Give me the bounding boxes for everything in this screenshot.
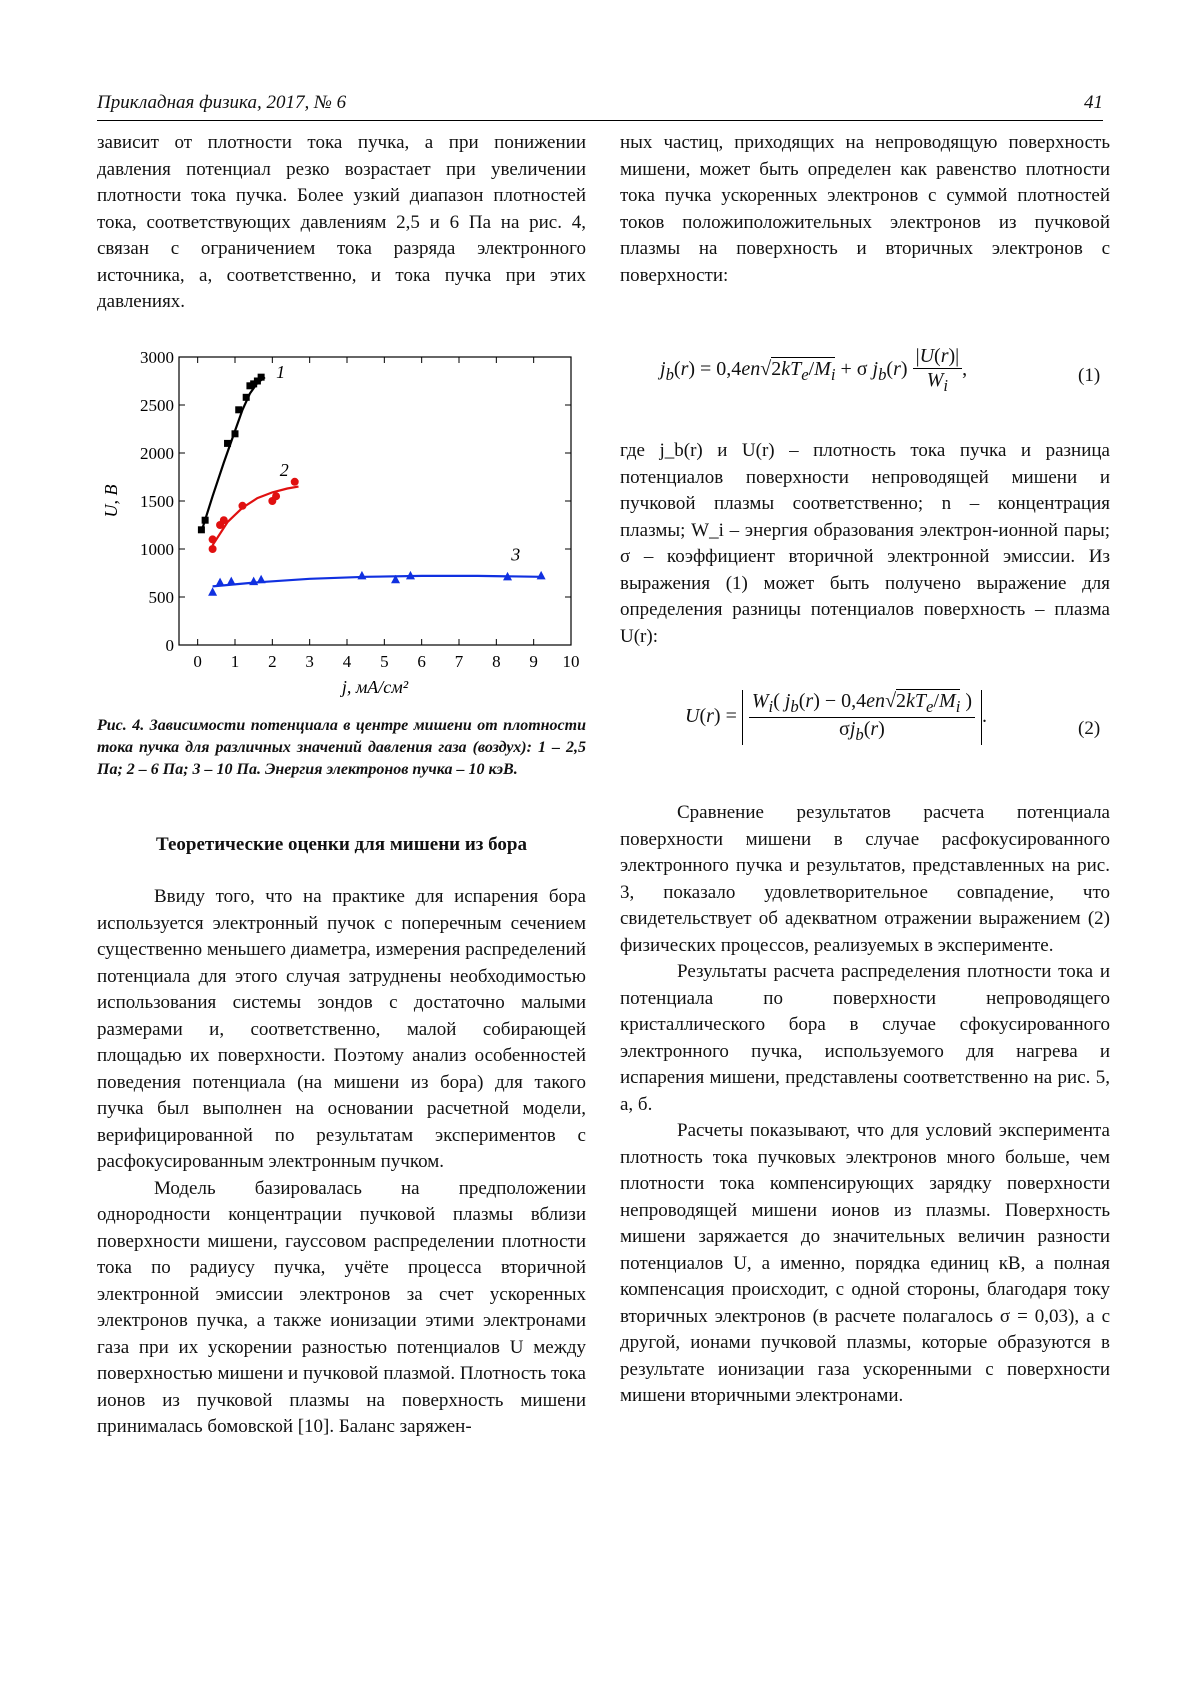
data-point-series-3 bbox=[537, 571, 546, 580]
x-tick-label: 6 bbox=[417, 652, 426, 671]
y-tick-label: 2000 bbox=[140, 444, 174, 463]
left-body bbox=[97, 884, 586, 1441]
right-top-text bbox=[620, 130, 1110, 289]
x-axis-label: j, мА/см² bbox=[341, 677, 409, 697]
data-point-series-1 bbox=[198, 526, 205, 533]
x-tick-label: 3 bbox=[305, 652, 314, 671]
series-label-3: 3 bbox=[511, 544, 521, 565]
data-point-series-3 bbox=[227, 577, 236, 586]
equation-1-number: (1) bbox=[1078, 365, 1101, 386]
definitions-text bbox=[620, 438, 1110, 650]
data-point-series-2 bbox=[272, 492, 280, 500]
x-tick-label: 7 bbox=[454, 652, 464, 671]
page-header bbox=[97, 92, 1103, 121]
x-tick-label: 4 bbox=[342, 652, 352, 671]
data-point-series-2 bbox=[220, 516, 228, 524]
y-tick-label: 1500 bbox=[140, 492, 174, 511]
y-tick-label: 1000 bbox=[140, 540, 174, 559]
paragraph: Расчеты показывают, что для условий эксперимента плотность тока пучковых электронов много больше, чем плотности тока компенсирующих зарядку поверхности непроводящей мишени ионов из плазмы. Поверхность мишени заряжается до значительных величин разности потенциалов U, а именно, порядка единиц кВ, а полная компенсация происходит, с одной стороны, благодаря току вторичных электронов (в расчете полагалось σ = 0,03), а с другой, ионами пучковой плазмы, которые образуются в результате ионизации газа ускоренными с поверхности мишени вторичными электронами. bbox=[620, 1120, 1110, 1406]
data-point-series-1 bbox=[232, 430, 239, 437]
equation-1: $j_b(r) = 0,4en√2kT_e/M_i + \sigma$ $j_b(r)$ $\frac{|U(r)|}{W_i}$ , bbox=[660, 345, 968, 395]
page-number: 41 bbox=[1084, 92, 1103, 113]
equation-2: U(r) = $\frac{W_i( j_b(r) - 0,4en√2kT_e/M_i )}{\sigma j_b(r)}$ . bbox=[685, 690, 987, 744]
paragraph: Модель базировалась на предположении однородности концентрации пучковой плазмы вблизи поверхности мишени, гауссовом распределении плотности тока по радиусу пучка, учёте процесса вторичной электронной эмиссии электронов за счет ускоренных электронов пучка, а также ионизации этими электронами газа при их ускорении разностью потенциалов U между поверхностью мишени и пучковой плазмой. Плотность тока ионов из пучковой плазмы на поверхность мишени принималась бомовской [10]. Баланс заряжен- bbox=[97, 1177, 586, 1437]
data-point-series-2 bbox=[291, 478, 299, 486]
paragraph: Результаты расчета распределения плотности тока и потенциала по поверхности непроводящего кристаллического бора в случае сфокусированного электронного пучка, используемого для нагрева и испарения мишени, представлены соответственно на рис. 5, а, б. bbox=[620, 961, 1110, 1115]
data-point-series-3 bbox=[208, 587, 217, 596]
data-point-series-2 bbox=[209, 545, 217, 553]
data-point-series-2 bbox=[209, 535, 217, 543]
paragraph: где j_b(r) и U(r) – плотность тока пучка и разница потенциалов поверхности непроводящей мишени и пучковой плазмы соответственно; n – концентрация плазмы; W_i – энергия образования электрон-ионной пары; σ – коэффициент вторичной электронной эмиссии. Из выражения (1) может быть получено выражение для определения разницы потенциалов поверхность – плазма U(r): bbox=[620, 440, 1110, 647]
fit-curve-1 bbox=[201, 377, 265, 532]
x-tick-label: 5 bbox=[380, 652, 389, 671]
y-axis-label: U, В bbox=[101, 484, 121, 518]
left-top-text bbox=[97, 130, 586, 316]
equation-2-number: (2) bbox=[1078, 718, 1101, 739]
figure-4-chart bbox=[97, 345, 586, 700]
y-tick-label: 3000 bbox=[140, 348, 174, 367]
fit-curve-2 bbox=[213, 487, 299, 546]
paragraph: зависит от плотности тока пучка, а при понижении давления потенциал резко возрастает при увеличении плотности тока пучка. Более узкий диапазон плотностей тока, соответствующих давлениям 2,5 и 6 Па на рис. 4, связан с ограничением тока разряда электронного источника, а, соответственно, и тока пучка при этих давлениях. bbox=[97, 132, 586, 312]
figure-caption: Рис. 4. Зависимости потенциала в центре мишени от плотности тока пучка для различных значений давления газа (воздух): 1 – 2,5 Па; 2 – 6 Па; 3 – 10 Па. Энергия электронов пучка – 10 кэВ. bbox=[97, 717, 586, 778]
y-tick-label: 500 bbox=[148, 588, 174, 607]
journal-title: Прикладная физика, 2017, № 6 bbox=[97, 92, 347, 113]
paragraph: Ввиду того, что на практике для испарения бора используется электронный пучок с поперечным сечением существенно меньшего диаметра, измерения распределений потенциала для этого случая затруднены необходимостью использования системы зондов с достаточно малыми размерами и, соответственно, малой собирающей площадью их поверхности. Поэтому анализ особенностей поведения потенциала (на мишени из бора) для такого пучка был выполнен на основании расчетной модели, верифицированной по результатам экспериментов с расфокусированным электронным пучком. bbox=[97, 886, 586, 1172]
data-point-series-1 bbox=[202, 517, 209, 524]
series-label-1: 1 bbox=[276, 362, 286, 383]
data-point-series-2 bbox=[238, 502, 246, 510]
x-tick-label: 10 bbox=[562, 652, 580, 671]
paragraph: Сравнение результатов расчета потенциала поверхности мишени в случае расфокусированного электронного пучка и результатов, представленных на рис. 3, показало удовлетворительное совпадение, что свидетельствует об адекватном отражении выражением (2) физических процессов, реализуемых в эксперименте. bbox=[620, 802, 1110, 956]
x-tick-label: 2 bbox=[268, 652, 277, 671]
data-point-series-3 bbox=[216, 578, 225, 587]
section-title: Теоретические оценки для мишени из бора bbox=[156, 834, 527, 855]
data-point-series-3 bbox=[357, 571, 366, 580]
data-point-series-1 bbox=[243, 394, 250, 401]
right-body bbox=[620, 800, 1110, 1410]
data-point-series-1 bbox=[235, 406, 242, 413]
series-label-2: 2 bbox=[279, 460, 289, 481]
plot-frame bbox=[179, 357, 571, 645]
x-tick-label: 9 bbox=[529, 652, 538, 671]
x-tick-label: 1 bbox=[230, 652, 240, 671]
data-point-series-1 bbox=[224, 440, 231, 447]
y-tick-label: 2500 bbox=[140, 396, 174, 415]
data-point-series-1 bbox=[258, 374, 265, 381]
y-tick-label: 0 bbox=[165, 636, 174, 655]
x-tick-label: 8 bbox=[492, 652, 501, 671]
data-point-series-3 bbox=[257, 575, 266, 584]
data-point-series-3 bbox=[249, 577, 258, 586]
paragraph: ных частиц, приходящих на непроводящую поверхность мишени, может быть определен как равенство плотности тока пучка ускоренных электронов с суммой плотностей токов положиположительных электронов из пучковой плазмы на поверхность и вторичных электронов с поверхности: bbox=[620, 132, 1110, 286]
x-tick-label: 0 bbox=[193, 652, 202, 671]
